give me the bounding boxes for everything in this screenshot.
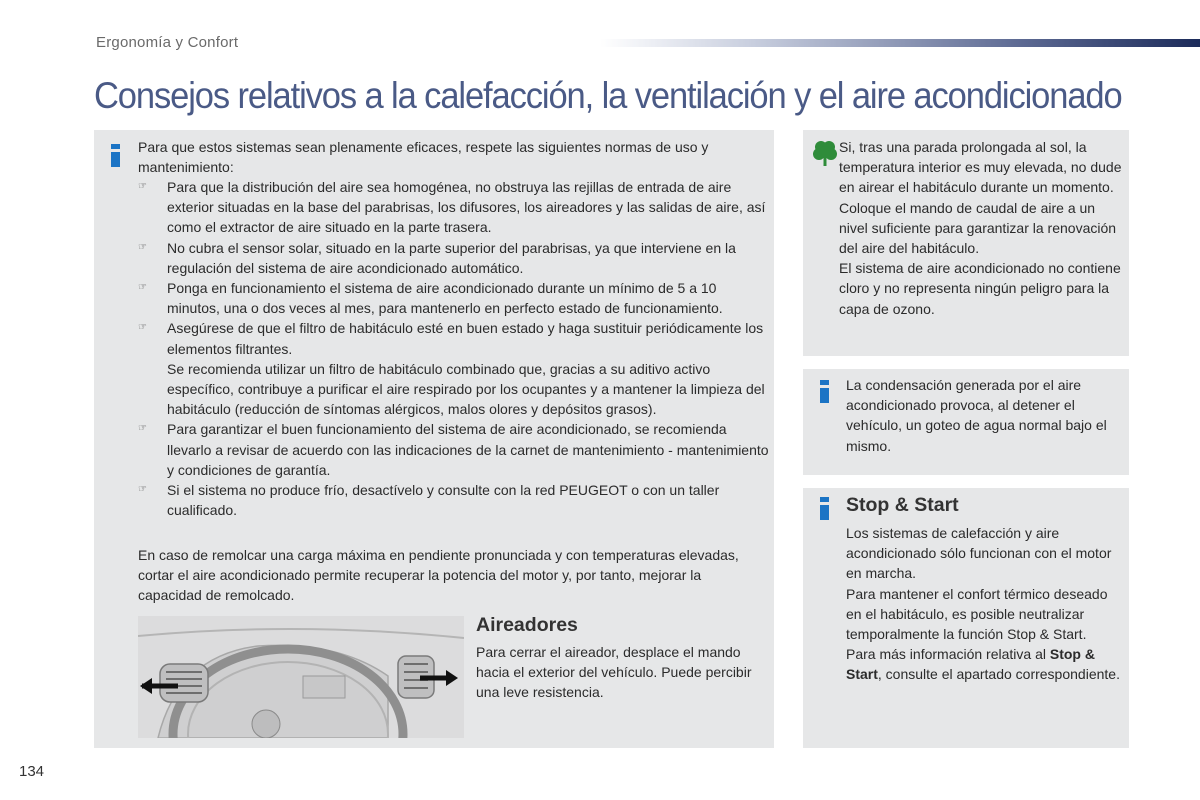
condensation-panel bbox=[803, 369, 1129, 475]
intro-text: Para que estos sistemas sean plenamente eficaces, respete las siguientes normas de uso y mantenimiento: bbox=[138, 139, 709, 176]
towing-text: En caso de remolcar una carga máxima en pendiente pronunciada y con temperaturas elevadas, cortar el aire acondicionado permite recuperar la potencia del motor y, por tanto, mejorar la capacidad de remolcado. bbox=[138, 547, 739, 604]
stop-start-text: Los sistemas de calefacción y aire acondicionado sólo funcionan con el motor en marcha. Para mantener el confort térmico deseado en el habitáculo, es posible neutralizar temporalmente la función Stop & Start. Para más información relativa al Stop & Start, consulte el apartado correspondiente. bbox=[846, 525, 1120, 683]
stop-start-heading: Stop & Start bbox=[846, 494, 959, 516]
info-icon bbox=[820, 497, 829, 520]
eco-tip-panel bbox=[803, 130, 1129, 356]
aireadores-text: Para cerrar el aireador, desplace el mando hacia el exterior del vehículo. Puede percibir una leve resistencia. bbox=[476, 644, 752, 701]
pointing-hand-icon: ☞ bbox=[138, 282, 147, 294]
maintenance-list bbox=[138, 177, 770, 520]
list-item: ☞ Si el sistema no produce frío, desactívelo y consulte con la red PEUGEOT o con un taller cualificado. bbox=[138, 482, 720, 519]
list-item: ☞ Ponga en funcionamiento el sistema de aire acondicionado durante un mínimo de 5 a 10 minutos, una o dos veces al mes, para mantenerlo en perfecto estado de funcionamiento. bbox=[138, 280, 723, 317]
pointing-hand-icon: ☞ bbox=[138, 241, 147, 253]
list-item: ☞ No cubra el sensor solar, situado en la parte superior del parabrisas, ya que interviene en la regulación del sistema de aire acondicionado automático. bbox=[138, 239, 736, 276]
eco-tip-text: Si, tras una parada prolongada al sol, la temperatura interior es muy elevada, no dude en airear el habitáculo durante un momento. Coloque el mando de caudal de aire a un nivel suficiente para garantizar la renovación del aire del habitáculo. El sistema de aire acondicionado no contiene cloro y no representa ningún peligro para la capa de ozono. bbox=[839, 139, 1122, 317]
pointing-hand-icon: ☞ bbox=[138, 423, 147, 435]
aireadores-heading: Aireadores bbox=[476, 614, 578, 636]
list-item: ☞ Para que la distribución del aire sea homogénea, no obstruya las rejillas de entrada de aire exterior situadas en la base del parabrisas, los difusores, los aireadores y las salidas de aire, así como el extractor de aire situado en la parte trasera. bbox=[138, 179, 766, 236]
pointing-hand-icon: ☞ bbox=[138, 484, 147, 496]
header-gradient-bar bbox=[600, 39, 1200, 47]
info-icon bbox=[820, 380, 829, 403]
eco-tree-icon bbox=[813, 140, 837, 166]
pointing-hand-icon: ☞ bbox=[138, 322, 147, 334]
maintenance-panel bbox=[94, 130, 774, 748]
filter-note: Se recomienda utilizar un filtro de habitáculo combinado que, gracias a su aditivo activo específico, contribuye a purificar el aire respirado por los ocupantes y a mantener la limpieza del habitáculo (reducción de síntomas alérgicos, malos olores y depósitos grasos). bbox=[167, 360, 765, 418]
pointing-hand-icon: ☞ bbox=[138, 181, 147, 192]
dashboard-vents-photo bbox=[138, 616, 464, 738]
stop-start-bold-ref: Stop & Start bbox=[846, 646, 1095, 683]
list-item: ☞ Para garantizar el buen funcionamiento del sistema de aire acondicionado, se recomienda llevarlo a revisar de acuerdo con las indicaciones de la carnet de mantenimiento - mantenimiento y condiciones de garantía. bbox=[138, 421, 769, 478]
stop-start-panel bbox=[803, 488, 1129, 748]
list-item: ☞ Asegúrese de que el filtro de habitáculo esté en buen estado y haga sustituir periódicamente los elementos filtrantes. Se recomienda utilizar un filtro de habitáculo combinado que, gracias a su aditivo activo específico, contribuye a purificar el aire respirado por los ocupantes y a mantener la limpieza del habitáculo (reducción de síntomas alérgicos, malos olores y depósitos grasos). bbox=[138, 320, 765, 418]
page-number: 134 bbox=[19, 763, 45, 780]
page-title: Consejos relativos a la calefacción, la ventilación y el aire acondicionado bbox=[94, 74, 1122, 116]
condensation-text: La condensación generada por el aire acondicionado provoca, al detener el vehículo, un goteo de agua normal bajo el mismo. bbox=[846, 377, 1107, 454]
info-icon bbox=[111, 144, 120, 167]
section-label: Ergonomía y Confort bbox=[96, 34, 239, 51]
